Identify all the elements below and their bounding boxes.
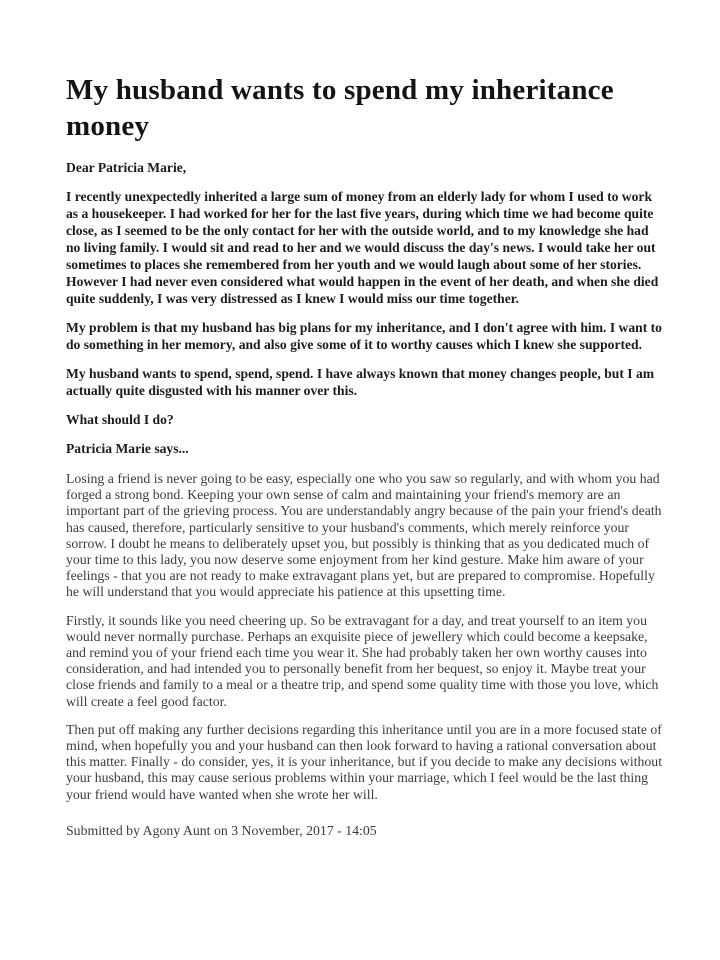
reply-paragraph-3: Then put off making any further decisions regarding this inheritance until you are in a more focused state of mind, when hopefully you and your husband can then look forward to having a rational conversation about this matter. Finally - do consider, yes, it is your inheritance, but if you decide to make any decisions without your husband, this may cause serious problems within your marriage, which I feel would be the last thing your friend would have wanted when she wrote her will. — [66, 721, 663, 802]
question-line: What should I do? — [66, 412, 174, 427]
letter-paragraph-1: I recently unexpectedly inherited a large sum of money from an elderly lady for whom I used to work as a housekeeper. I had worked for her for the last five years, during which time we had become quite close, as I seemed to be the only contact for her with the outside world, and to my knowledge she had no living family. I would sit and read to her and we would discuss the day's news. I would take her out sometimes to places she remembered from her youth and we would laugh about some of her stories. However I had never even considered what would happen in the event of her death, and when she died quite suddenly, I was very distressed as I knew I would miss our time together. — [66, 189, 659, 306]
reply-paragraph-2: Firstly, it sounds like you need cheering up. So be extravagant for a day, and treat yourself to an item you would never normally purchase. Perhaps an exquisite piece of jewellery which could become a keepsake, and remind you of your friend each time you wear it. She had probably taken her own worthy causes into consideration, and had intended you to personally benefit from her bequest, so enjoy it. Maybe treat your close friends and family to a meal or a theatre trip, and spend some quality time with those you love, which will create a feel good factor. — [66, 612, 659, 709]
reply-paragraph-1: Losing a friend is never going to be easy, especially one who you saw so regularly, and with whom you had forged a strong bond. Keeping your own sense of calm and maintaining your friend's memory are an important part of the grieving process. You are understandably angry because of the pain your friend's death has caused, therefore, particularly sensitive to your husband's comments, which merely reinforce your sorrow. I doubt he means to deliberately upset you, but possibly is thinking that as you dedicated much of your time to this lady, you now deserve some enjoyment from her kind gesture. Make him aware of your feelings - that you are not ready to make extravagant plans yet, but are prepared to compromise. Hopefully he will understand that you would appreciate his patience at this upsetting time. — [66, 471, 662, 600]
salutation: Dear Patricia Marie, — [66, 160, 187, 175]
letter-paragraph-3: My husband wants to spend, spend, spend. I have always known that money changes people, but I am actually quite disgusted with his manner over this. — [66, 366, 655, 398]
submission-line: Submitted by Agony Aunt on 3 November, 2017 - 14:05 — [66, 822, 377, 838]
reply-heading: Patricia Marie says... — [66, 441, 189, 456]
letter-paragraph-2: My problem is that my husband has big plans for my inheritance, and I don't agree with him. I want to do something in her memory, and also give some of it to worthy causes which I knew she supported. — [66, 320, 662, 352]
page-title: My husband wants to spend my inheritance money — [66, 74, 614, 142]
